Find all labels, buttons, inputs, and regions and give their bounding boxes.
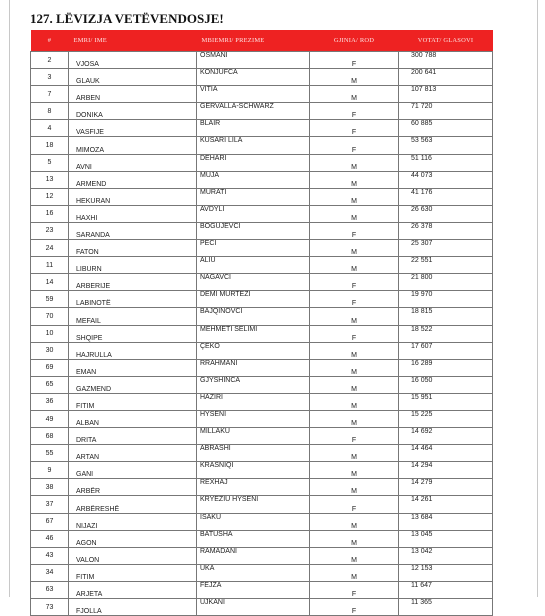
cell-first-name: GANI — [69, 462, 197, 479]
cell-number: 49 — [31, 410, 69, 427]
cell-number: 65 — [31, 376, 69, 393]
cell-first-name: EMAN — [69, 359, 197, 376]
cell-surname: BOGUJEVCI — [197, 222, 310, 239]
page-left-border — [9, 0, 10, 597]
column-header-surname: MBIEMRI/ PREZIME — [197, 30, 310, 52]
cell-number: 4 — [31, 120, 69, 137]
cell-number: 34 — [31, 564, 69, 581]
cell-surname: KRYEZIU HYSENI — [197, 496, 310, 513]
table-row — [31, 120, 493, 137]
cell-number: 13 — [31, 171, 69, 188]
cell-gender: M — [310, 393, 399, 410]
cell-votes: 14 261 — [399, 496, 493, 513]
cell-first-name: VASFIJE — [69, 120, 197, 137]
cell-number: 59 — [31, 291, 69, 308]
cell-first-name: ARMEND — [69, 171, 197, 188]
cell-gender: M — [310, 376, 399, 393]
table-row — [31, 410, 493, 427]
cell-number: 9 — [31, 462, 69, 479]
cell-votes: 22 551 — [399, 257, 493, 274]
cell-number: 7 — [31, 86, 69, 103]
cell-surname: MUJA — [197, 171, 310, 188]
cell-number: 67 — [31, 513, 69, 530]
cell-first-name: DRITA — [69, 428, 197, 445]
table-row — [31, 188, 493, 205]
cell-votes: 17 607 — [399, 342, 493, 359]
cell-first-name: ARJETA — [69, 581, 197, 598]
cell-surname: BAJQINOVCI — [197, 308, 310, 325]
table-row — [31, 222, 493, 239]
cell-votes: 16 050 — [399, 376, 493, 393]
cell-gender: M — [310, 462, 399, 479]
cell-gender: M — [310, 257, 399, 274]
cell-votes: 26 378 — [399, 222, 493, 239]
cell-number: 10 — [31, 325, 69, 342]
cell-gender: F — [310, 274, 399, 291]
cell-surname: KUSARI LILA — [197, 137, 310, 154]
cell-gender: M — [310, 69, 399, 86]
cell-votes: 14 692 — [399, 428, 493, 445]
cell-gender: M — [310, 359, 399, 376]
cell-first-name: VALON — [69, 547, 197, 564]
cell-first-name: GLAUK — [69, 69, 197, 86]
cell-gender: F — [310, 325, 399, 342]
cell-surname: ISAKU — [197, 513, 310, 530]
cell-first-name: FATON — [69, 240, 197, 257]
cell-number: 30 — [31, 342, 69, 359]
cell-number: 12 — [31, 188, 69, 205]
table-row — [31, 205, 493, 222]
cell-surname: MURATI — [197, 188, 310, 205]
table-row — [31, 393, 493, 410]
cell-gender: F — [310, 291, 399, 308]
cell-first-name: LIBURN — [69, 257, 197, 274]
table-row — [31, 325, 493, 342]
cell-votes: 44 073 — [399, 171, 493, 188]
column-header-number: # — [31, 30, 69, 52]
table-row — [31, 171, 493, 188]
cell-surname: OSMANI — [197, 52, 310, 69]
cell-first-name: ARBEN — [69, 86, 197, 103]
cell-gender: M — [310, 342, 399, 359]
cell-gender: F — [310, 496, 399, 513]
results-table — [30, 30, 493, 616]
cell-gender: M — [310, 171, 399, 188]
cell-gender: F — [310, 222, 399, 239]
cell-first-name: MIMOZA — [69, 137, 197, 154]
cell-votes: 21 800 — [399, 274, 493, 291]
cell-votes: 13 045 — [399, 530, 493, 547]
cell-number: 69 — [31, 359, 69, 376]
cell-surname: RRAHMANI — [197, 359, 310, 376]
cell-gender: M — [310, 547, 399, 564]
table-row — [31, 257, 493, 274]
cell-first-name: FITIM — [69, 393, 197, 410]
cell-gender: M — [310, 479, 399, 496]
cell-gender: F — [310, 52, 399, 69]
cell-first-name: MEFAIL — [69, 308, 197, 325]
cell-gender: M — [310, 445, 399, 462]
cell-number: 2 — [31, 52, 69, 69]
column-header-gender: GJINIA/ ROD — [310, 30, 399, 52]
cell-votes: 16 289 — [399, 359, 493, 376]
cell-votes: 12 153 — [399, 564, 493, 581]
cell-first-name: FJOLLA — [69, 599, 197, 616]
cell-surname: PECI — [197, 240, 310, 257]
cell-surname: BLAIR — [197, 120, 310, 137]
cell-number: 70 — [31, 308, 69, 325]
cell-surname: UKA — [197, 564, 310, 581]
cell-first-name: ARTAN — [69, 445, 197, 462]
cell-surname: RAMADANI — [197, 547, 310, 564]
cell-surname: DEMI MURTEZI — [197, 291, 310, 308]
cell-gender: M — [310, 86, 399, 103]
cell-number: 14 — [31, 274, 69, 291]
cell-first-name: GAZMEND — [69, 376, 197, 393]
cell-first-name: LABINOTË — [69, 291, 197, 308]
cell-first-name: ARBËR — [69, 479, 197, 496]
table-row — [31, 154, 493, 171]
cell-surname: ABRASHI — [197, 445, 310, 462]
cell-gender: M — [310, 188, 399, 205]
cell-surname: ALIU — [197, 257, 310, 274]
cell-votes: 15 225 — [399, 410, 493, 427]
cell-surname: KONJUFCA — [197, 69, 310, 86]
cell-number: 63 — [31, 581, 69, 598]
cell-votes: 14 279 — [399, 479, 493, 496]
table-row — [31, 599, 493, 616]
cell-votes: 26 630 — [399, 205, 493, 222]
table-row — [31, 564, 493, 581]
cell-votes: 18 522 — [399, 325, 493, 342]
table-row — [31, 496, 493, 513]
cell-gender: M — [310, 530, 399, 547]
column-header-votes: VOTAT/ GLASOVI — [399, 30, 493, 52]
cell-gender: F — [310, 428, 399, 445]
cell-surname: HAZIRI — [197, 393, 310, 410]
cell-surname: KRASNIQI — [197, 462, 310, 479]
table-row — [31, 462, 493, 479]
cell-first-name: ARBERIJE — [69, 274, 197, 291]
cell-number: 37 — [31, 496, 69, 513]
cell-number: 3 — [31, 69, 69, 86]
table-row — [31, 52, 493, 69]
table-row — [31, 86, 493, 103]
cell-first-name: FITIM — [69, 564, 197, 581]
cell-votes: 300 788 — [399, 52, 493, 69]
cell-votes: 60 885 — [399, 120, 493, 137]
cell-first-name: NIJAZI — [69, 513, 197, 530]
table-row — [31, 359, 493, 376]
table-row — [31, 291, 493, 308]
cell-votes: 18 815 — [399, 308, 493, 325]
cell-surname: HYSENI — [197, 410, 310, 427]
cell-gender: M — [310, 410, 399, 427]
cell-number: 46 — [31, 530, 69, 547]
document-title: 127. LËVIZJA VETËVENDOSJE! — [30, 11, 224, 26]
cell-number: 8 — [31, 103, 69, 120]
cell-first-name: SARANDA — [69, 222, 197, 239]
table-row — [31, 547, 493, 564]
cell-votes: 14 294 — [399, 462, 493, 479]
cell-votes: 14 464 — [399, 445, 493, 462]
cell-surname: GËRVALLA-SCHWARZ — [197, 103, 310, 120]
cell-surname: MEHMETI SELIMI — [197, 325, 310, 342]
table-row — [31, 103, 493, 120]
table-row — [31, 513, 493, 530]
cell-first-name: SHQIPE — [69, 325, 197, 342]
table-row — [31, 428, 493, 445]
cell-number: 5 — [31, 154, 69, 171]
column-header-first-name: EMRI/ IME — [69, 30, 197, 52]
cell-first-name: AVNI — [69, 154, 197, 171]
cell-number: 38 — [31, 479, 69, 496]
cell-number: 16 — [31, 205, 69, 222]
table-row — [31, 240, 493, 257]
page-right-border — [537, 0, 538, 597]
table-row — [31, 308, 493, 325]
cell-surname: VITIA — [197, 86, 310, 103]
cell-gender: F — [310, 120, 399, 137]
cell-votes: 25 307 — [399, 240, 493, 257]
cell-votes: 71 720 — [399, 103, 493, 120]
cell-votes: 11 647 — [399, 581, 493, 598]
cell-surname: AVDYLI — [197, 205, 310, 222]
cell-surname: ÇEKO — [197, 342, 310, 359]
table-row — [31, 69, 493, 86]
cell-number: 55 — [31, 445, 69, 462]
cell-number: 11 — [31, 257, 69, 274]
cell-number: 24 — [31, 240, 69, 257]
cell-gender: M — [310, 564, 399, 581]
cell-first-name: HAXHI — [69, 205, 197, 222]
cell-gender: M — [310, 154, 399, 171]
cell-first-name: ALBAN — [69, 410, 197, 427]
table-row — [31, 342, 493, 359]
cell-votes: 19 970 — [399, 291, 493, 308]
table-row — [31, 445, 493, 462]
cell-number: 73 — [31, 599, 69, 616]
cell-number: 43 — [31, 547, 69, 564]
table-body — [31, 52, 493, 616]
cell-first-name: DONIKA — [69, 103, 197, 120]
cell-first-name: AGON — [69, 530, 197, 547]
cell-first-name: VJOSA — [69, 52, 197, 69]
table-row — [31, 274, 493, 291]
cell-first-name: HAJRULLA — [69, 342, 197, 359]
cell-number: 68 — [31, 428, 69, 445]
table-row — [31, 376, 493, 393]
cell-votes: 200 641 — [399, 69, 493, 86]
cell-surname: UJKANI — [197, 599, 310, 616]
cell-gender: F — [310, 137, 399, 154]
table-row — [31, 479, 493, 496]
cell-gender: M — [310, 240, 399, 257]
cell-number: 23 — [31, 222, 69, 239]
cell-gender: M — [310, 205, 399, 222]
cell-votes: 51 116 — [399, 154, 493, 171]
cell-surname: NAGAVCI — [197, 274, 310, 291]
cell-surname: FEJZA — [197, 581, 310, 598]
cell-votes: 15 951 — [399, 393, 493, 410]
cell-surname: DEHARI — [197, 154, 310, 171]
cell-votes: 53 563 — [399, 137, 493, 154]
cell-gender: F — [310, 581, 399, 598]
cell-surname: BATUSHA — [197, 530, 310, 547]
table-row — [31, 137, 493, 154]
cell-votes: 107 813 — [399, 86, 493, 103]
cell-number: 18 — [31, 137, 69, 154]
cell-votes: 41 176 — [399, 188, 493, 205]
cell-first-name: ARBËRESHË — [69, 496, 197, 513]
cell-gender: F — [310, 599, 399, 616]
cell-surname: REXHAJ — [197, 479, 310, 496]
cell-number: 36 — [31, 393, 69, 410]
cell-surname: MILLAKU — [197, 428, 310, 445]
cell-gender: M — [310, 513, 399, 530]
cell-surname: GJYSHINCA — [197, 376, 310, 393]
cell-votes: 11 365 — [399, 599, 493, 616]
table-row — [31, 581, 493, 598]
cell-votes: 13 684 — [399, 513, 493, 530]
cell-first-name: HEKURAN — [69, 188, 197, 205]
cell-gender: M — [310, 308, 399, 325]
cell-gender: F — [310, 103, 399, 120]
table-header — [31, 30, 493, 52]
cell-votes: 13 042 — [399, 547, 493, 564]
table-row — [31, 530, 493, 547]
